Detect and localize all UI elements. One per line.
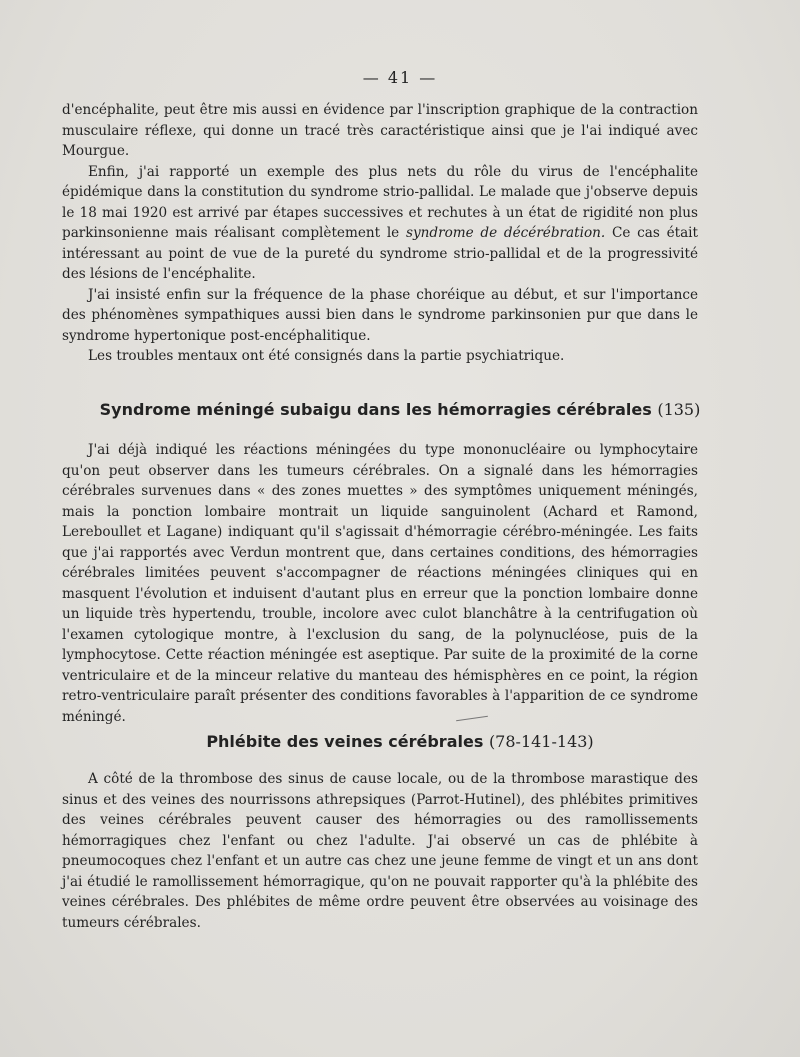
heading-text: Phlébite des veines cérébrales — [206, 732, 484, 751]
heading-reference: (135) — [657, 400, 701, 419]
section-heading-phlebite — [0, 732, 800, 751]
paragraph-continuation: d'encéphalite, peut être mis aussi en évidence par l'inscription graphique de la contraction musculaire réflexe, qui donne un tracé très caractéristique ainsi que je l'ai indiqué avec Mourgue. — [62, 102, 698, 159]
section-body-syndrome-meninge — [62, 440, 698, 727]
section-body-phlebite — [62, 769, 698, 933]
italic-term: syndrome de décérébration. — [405, 225, 606, 241]
section-heading-syndrome-meninge — [0, 400, 800, 419]
paragraph-choreic-phase: J'ai insisté enfin sur la fréquence de la phase choréique au début, et sur l'importance des phénomènes sympathiques aussi bien dans le syndrome parkinsonien pur que dans le syndrome hypertonique post-encéphalitique. — [62, 286, 698, 344]
paragraph-decerebration — [62, 162, 698, 285]
paragraph-hemorragies: J'ai déjà indiqué les réactions méningées du type mononucléaire ou lymphocytaire qu'on peut observer dans les tumeurs cérébrales. On a signalé dans les hémorragies cérébrales survenues dans « des zones muettes » des symptômes uniquement méningés, mais la ponction lombaire montrait un liquide sanguinolent (Achard et Ramond, Lereboullet et Lagane) indiquant qu'il s'agissait d'hémorragie cérébro-méningée. Les faits que j'ai rapportés avec Verdun montrent que, dans certaines conditions, des hémorragies cérébrales limitées peuvent s'accompagner de réactions méningées cliniques qui en masquent l'évolution et induisent d'autant plus en erreur que la ponction lombaire donne un liquide très hypertendu, trouble, incolore avec culot blanchâtre à la centrifugation où l'examen cytologique montre, à l'exclusion du sang, de la polynucléose, puis de la lymphocytose. Cette réaction méningée est aseptique. Par suite de la proximité de la corne ventriculaire et de la minceur relative du manteau des hémisphères en ce point, la région retro-ventriculaire paraît présenter des conditions favorables à l'apparition de ce syndrome méningé. — [62, 442, 698, 725]
heading-text: Syndrome méningé subaigu dans les hémorragies cérébrales — [99, 400, 652, 419]
page-number: — 41 — — [362, 68, 438, 87]
heading-reference: (78-141-143) — [488, 732, 594, 751]
paragraph-text: Enfin, j'ai rapporté un exemple des plus nets du rôle du virus de l'encéphalite épidémique dans la constitution du syndrome strio-pallidal. Le malade que j'observe depuis le 18 mai 1920 est arrivé par étapes successives et rechutes à un état de rigidité non plus parkinsonienne mais réalisant complètement le — [62, 163, 698, 241]
paragraph-text: Ce cas était intéressant au point de vue de la pureté du syndrome strio-pallidal et de la progressivité des lésions de l'encéphalite. — [62, 225, 698, 282]
paragraph-phlebite: A côté de la thrombose des sinus de cause locale, ou de la thrombose marastique des sinus et des veines des nourrissons athrepsiques (Parrot-Hutinel), des phlébites primitives des veines cérébrales peuvent causer des hémorragies ou des ramollissements hémorragiques chez l'enfant ou chez l'adulte. J'ai observé un cas de phlébite à pneumocoques chez l'enfant et un autre cas chez une jeune femme de vingt et un ans dont j'ai étudié le ramollissement hémorragique, qu'on ne pouvait rapporter qu'à la phlébite des veines cérébrales. Des phlébites de même ordre peuvent être observées au voisinage des tumeurs cérébrales. — [62, 771, 698, 931]
intro-text-block — [62, 100, 698, 367]
paragraph-mental-troubles: Les troubles mentaux ont été consignés dans la partie psychiatrique. — [88, 348, 565, 364]
